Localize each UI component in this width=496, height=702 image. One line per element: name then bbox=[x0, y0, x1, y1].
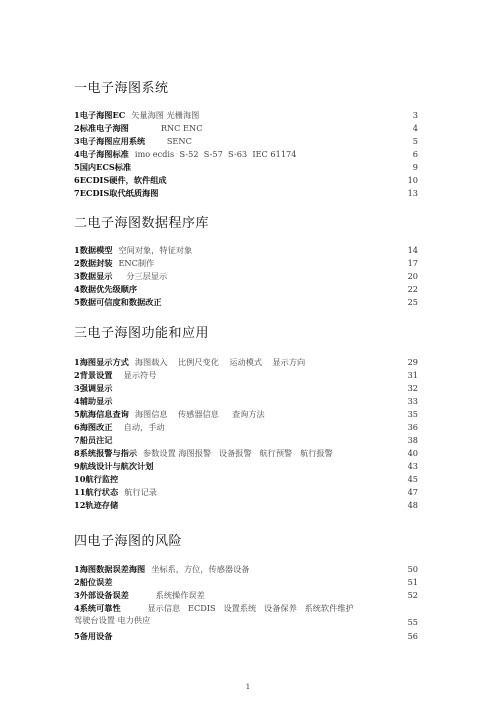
toc-entry-page: 33 bbox=[407, 396, 418, 406]
toc-entry-sub: 矢量海图 光栅海图 bbox=[131, 110, 200, 120]
toc-entry-sub: RNC ENC bbox=[134, 123, 203, 133]
toc-entry-label: 7船员注记 bbox=[74, 435, 113, 445]
toc-entry-label: 3强调显示 bbox=[74, 383, 113, 393]
toc-entry-page: 50 bbox=[407, 564, 418, 574]
toc-entry[interactable] bbox=[74, 460, 418, 472]
toc-entry-label: 4辅助显示 bbox=[74, 396, 113, 406]
section-title-2: 二电子海图数据程序库 bbox=[74, 216, 210, 231]
toc-entry[interactable] bbox=[74, 122, 418, 134]
toc-entry[interactable] bbox=[74, 135, 418, 147]
toc-entry[interactable] bbox=[74, 630, 418, 642]
toc-entry-sub: 海图信息 传感器信息 查询方法 bbox=[134, 409, 265, 419]
toc-entry-page: 52 bbox=[407, 590, 418, 600]
toc-entry[interactable] bbox=[74, 434, 418, 446]
toc-entry-sub: SENC bbox=[151, 136, 192, 146]
toc-entry-page: 40 bbox=[407, 448, 418, 458]
toc-entry-sub: 空间对象，特征对象 bbox=[118, 245, 193, 255]
toc-entry-sub: 自动，手动 bbox=[118, 422, 165, 432]
toc-entry-label: 6海图改正 bbox=[74, 422, 113, 432]
toc-entry[interactable] bbox=[74, 408, 418, 420]
toc-entry-page: 25 bbox=[407, 297, 418, 307]
toc-entry[interactable] bbox=[74, 499, 418, 511]
toc-entry-page: 10 bbox=[407, 175, 418, 185]
toc-entry-label: 1海图数据误差海图 bbox=[74, 564, 146, 574]
toc-entry-label: 2数据封装 bbox=[74, 258, 113, 268]
toc-entry-label: 2标准电子海图 bbox=[74, 123, 129, 133]
toc-entry-label: 10航行监控 bbox=[74, 474, 119, 484]
toc-entry-page: 36 bbox=[407, 422, 418, 432]
toc-entry-sub: 参数设置 海图报警 设备报警 航行预警 航行报警 bbox=[143, 448, 333, 458]
toc-entry[interactable] bbox=[74, 576, 418, 588]
toc-entry[interactable] bbox=[74, 563, 418, 575]
toc-entry-label: 8系统报警与指示 bbox=[74, 448, 138, 458]
toc-entry-page: 43 bbox=[407, 461, 418, 471]
toc-entry-sub: 系统操作误差 bbox=[134, 590, 205, 600]
toc-entry-sub: 分三层显示 bbox=[118, 271, 168, 281]
toc-entry-page: 47 bbox=[407, 487, 418, 497]
toc-entry[interactable] bbox=[74, 109, 418, 121]
toc-entry-page: 32 bbox=[407, 383, 418, 393]
toc-entry-label: 1海图显示方式 bbox=[74, 357, 129, 367]
toc-entry-label: 11航行状态 bbox=[74, 487, 119, 497]
toc-entry-page: 20 bbox=[407, 271, 418, 281]
toc-entry-page: 56 bbox=[407, 631, 418, 641]
toc-entry-label: 3电子海图应用系统 bbox=[74, 136, 146, 146]
toc-entry[interactable] bbox=[74, 602, 418, 626]
section-title-1: 一电子海图系统 bbox=[74, 81, 169, 96]
toc-entry-sub: 显示信息 ECDIS 设置系统 设备保养 系统软件维护 bbox=[126, 603, 354, 613]
toc-entry[interactable] bbox=[74, 270, 418, 282]
toc-entry-label: 7ECDIS取代纸质海图 bbox=[74, 188, 159, 198]
toc-entry[interactable] bbox=[74, 174, 418, 186]
toc-entry-sub: 显示符号 bbox=[118, 370, 157, 380]
toc-entry[interactable] bbox=[74, 589, 418, 601]
toc-entry-page: 6 bbox=[412, 149, 418, 159]
toc-entry[interactable] bbox=[74, 356, 418, 368]
toc-entry[interactable] bbox=[74, 296, 418, 308]
toc-entry[interactable] bbox=[74, 473, 418, 485]
section-title-3: 三电子海图功能和应用 bbox=[74, 326, 210, 341]
section-title-4: 四电子海图的风险 bbox=[74, 534, 183, 549]
toc-entry-page: 38 bbox=[407, 435, 418, 445]
toc-entry[interactable] bbox=[74, 382, 418, 394]
toc-entry[interactable] bbox=[74, 486, 418, 498]
toc-entry[interactable] bbox=[74, 395, 418, 407]
toc-entry-page: 17 bbox=[407, 258, 418, 268]
toc-entry-sub: 航行记录 bbox=[124, 487, 157, 497]
toc-entry-sub: ENC制作 bbox=[118, 258, 155, 268]
toc-entry-label: 3数据显示 bbox=[74, 271, 113, 281]
toc-entry-page: 31 bbox=[407, 370, 418, 380]
toc-entry-page: 35 bbox=[407, 409, 418, 419]
toc-entry-sub: 海图载入 比例尺变化 运动模式 显示方向 bbox=[134, 357, 306, 367]
toc-entry-page: 51 bbox=[407, 577, 418, 587]
toc-entry[interactable] bbox=[74, 257, 418, 269]
toc-entry-page: 13 bbox=[407, 188, 418, 198]
toc-entry[interactable] bbox=[74, 187, 418, 199]
toc-entry[interactable] bbox=[74, 148, 418, 160]
toc-entry-page: 45 bbox=[407, 474, 418, 484]
toc-entry-label: 2船位误差 bbox=[74, 577, 113, 587]
toc-entry-page: 55 bbox=[407, 617, 418, 627]
toc-entry[interactable] bbox=[74, 244, 418, 256]
toc-entry-label: 4数据优先级顺序 bbox=[74, 284, 138, 294]
toc-entry-page: 5 bbox=[412, 136, 418, 146]
toc-entry[interactable] bbox=[74, 421, 418, 433]
toc-entry-label: 5国内ECS标准 bbox=[74, 162, 132, 172]
toc-entry-page: 22 bbox=[407, 284, 418, 294]
toc-entry-label: 2背景设置 bbox=[74, 370, 113, 380]
toc-entry-page: 29 bbox=[407, 357, 418, 367]
toc-entry-page: 3 bbox=[412, 110, 418, 120]
toc-entry-sub: imo ecdis S-52 S-57 S-63 IEC 61174 bbox=[134, 149, 297, 159]
toc-entry-page: 4 bbox=[412, 123, 418, 133]
toc-entry-label: 5备用设备 bbox=[74, 631, 113, 641]
toc-entry-page: 48 bbox=[407, 500, 418, 510]
toc-entry-page: 9 bbox=[412, 162, 418, 172]
toc-entry[interactable] bbox=[74, 283, 418, 295]
toc-entry-label: 1数据模型 bbox=[74, 245, 113, 255]
toc-entry-label: 6ECDIS硬件，软件组成 bbox=[74, 175, 167, 185]
toc-entry-label: 4系统可靠性 bbox=[74, 603, 121, 613]
toc-entry-label: 4电子海图标准 bbox=[74, 149, 129, 159]
toc-entry-label: 1电子海图EC bbox=[74, 110, 126, 120]
page-number: 1 bbox=[245, 683, 251, 691]
toc-entry-label: 9航线设计与航次计划 bbox=[74, 461, 154, 471]
toc-entry[interactable] bbox=[74, 161, 418, 173]
toc-entry-label: 5航海信息查询 bbox=[74, 409, 129, 419]
toc-entry-sub-line2: 驾驶台设置 电力供应 bbox=[74, 615, 151, 625]
toc-entry[interactable] bbox=[74, 369, 418, 381]
toc-entry[interactable] bbox=[74, 447, 418, 459]
toc-entry-label: 5数据可信度和数据改正 bbox=[74, 297, 162, 307]
toc-entry-label: 12轨迹存储 bbox=[74, 500, 119, 510]
toc-entry-sub: 坐标系，方位，传感器设备 bbox=[151, 564, 250, 574]
toc-entry-label: 3外部设备误差 bbox=[74, 590, 129, 600]
toc-entry-page: 14 bbox=[407, 245, 418, 255]
